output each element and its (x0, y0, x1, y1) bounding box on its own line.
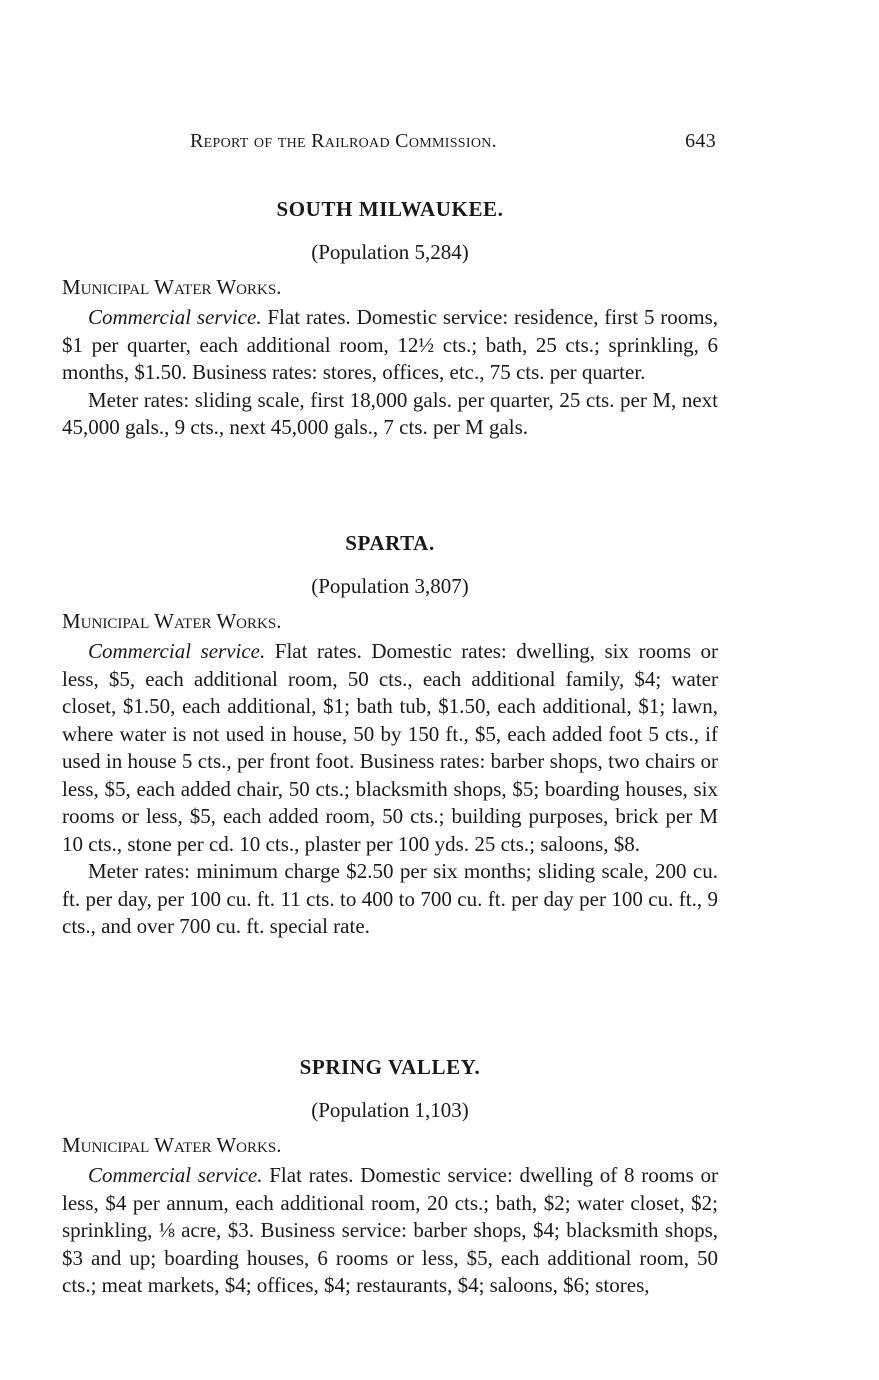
paragraph-text: Flat rates. Domestic rates: dwelling, six rooms or less, $5, each additional room, 50 cts., each additional family, $4; water closet, $1.50, each additional, $1; bath tub, $1.50, each additional, $1; lawn, where water is not used in house, 50 by 150 ft., $5, each added foot 5 cts., if used in house 5 cts., per front foot. Business rates: barber shops, two chairs or less, $5, each added chair, 50 cts.; blacksmith shops, $5; boarding houses, six rooms or less, $5, each added room, 50 cts.; building purposes, brick per M 10 cts., stone per cd. 10 cts., plaster per 100 yds. 25 cts.; saloons, $8. (62, 639, 718, 856)
paragraph (62, 304, 718, 387)
paragraph (62, 858, 718, 941)
running-header (190, 130, 720, 153)
section-title: SPRING VALLEY. (299, 1055, 481, 1079)
paragraph-text: Meter rates: sliding scale, first 18,000 gals. per quarter, 25 cts. per M, next 45,000 gals., 9 cts., next 45,000 gals., 7 cts. per M gals. (62, 387, 718, 439)
page-number: 643 (685, 130, 716, 152)
utility-heading: Municipal Water Works. (62, 609, 282, 633)
section-sparta (62, 530, 718, 941)
section-spring-valley (62, 1054, 718, 1300)
section-title: SOUTH MILWAUKEE. (276, 197, 504, 221)
population-line: (Population 3,807) (311, 574, 469, 598)
running-title: Report of the Railroad Commission. (190, 130, 497, 152)
paragraph-lead: Commercial service. (88, 305, 262, 329)
paragraph (62, 638, 718, 858)
section-south-milwaukee (62, 196, 718, 442)
paragraph-text: Flat rates. Domestic service: residence, first 5 rooms, $1 per quarter, each additional room, 12½ cts.; bath, 25 cts.; sprinkling, 6 months, $1.50. Business rates: stores, offices, etc., 75 cts. per quarter. (62, 305, 719, 384)
population-line: (Population 5,284) (311, 240, 469, 264)
paragraph-lead: Commercial service. (88, 639, 266, 663)
population-line: (Population 1,103) (311, 1098, 469, 1122)
utility-heading: Municipal Water Works. (62, 1133, 282, 1157)
paragraph-text: Meter rates: minimum charge $2.50 per six months; sliding scale, 200 cu. ft. per day, per 100 cu. ft. 11 cts. to 400 to 700 cu. ft. per day per 100 cu. ft., 9 cts., and over 700 cu. ft. special rate. (62, 859, 718, 938)
paragraph-lead: Commercial service. (88, 1163, 263, 1187)
paragraph (62, 1162, 718, 1300)
utility-heading: Municipal Water Works. (62, 275, 282, 299)
paragraph (62, 387, 718, 442)
paragraph-text: Flat rates. Domestic service: dwelling of 8 rooms or less, $4 per annum, each additional room, 20 cts.; bath, $2; water closet, $2; sprinkling, ⅛ acre, $3. Business service: barber shops, $4; blacksmith shops, $3 and up; boarding houses, 6 rooms or less, $5, each additional room, 50 cts.; meat markets, $4; offices, $4; restaurants, $4; saloons, $6; stores, (62, 1163, 718, 1297)
section-title: SPARTA. (345, 531, 435, 555)
